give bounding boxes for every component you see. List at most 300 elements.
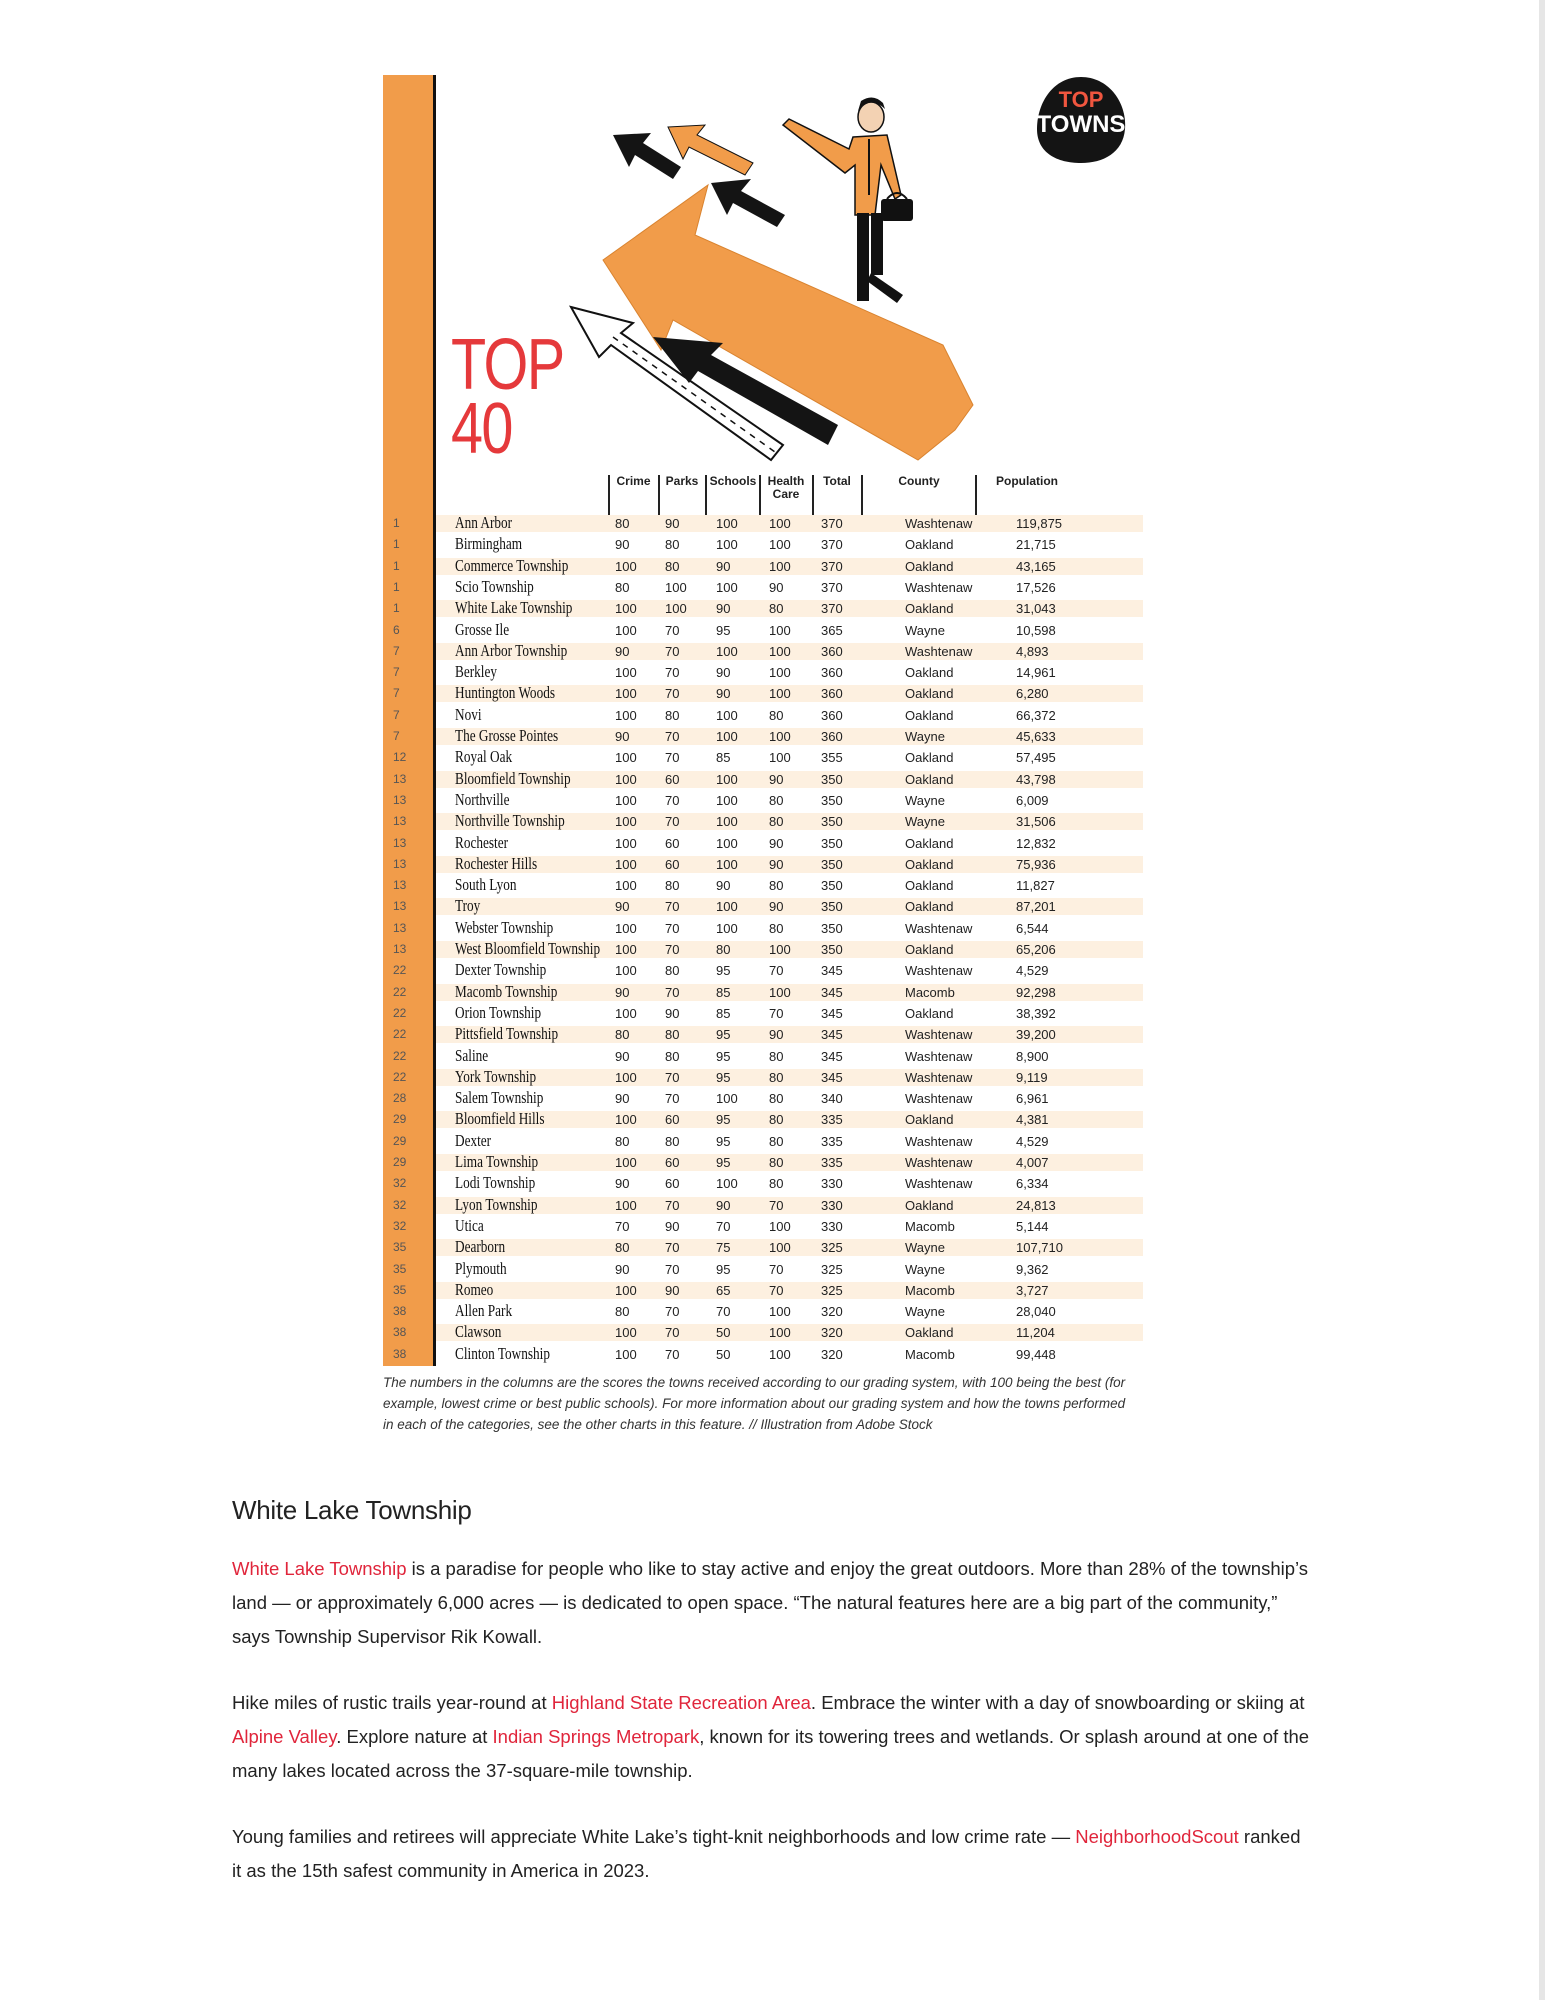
header-parks: Parks — [665, 474, 699, 488]
cell-rank: 22 — [393, 1069, 407, 1084]
cell-parks: 90 — [665, 1282, 680, 1298]
table-row — [383, 811, 1143, 832]
cell-parks: 70 — [665, 1240, 680, 1256]
cell-county: Washtenaw — [905, 1176, 973, 1192]
article-body — [232, 1495, 1312, 1920]
cell-health: 100 — [769, 1304, 791, 1320]
cell-schools: 90 — [716, 665, 731, 681]
cell-name: Novi — [455, 704, 482, 724]
cell-health: 70 — [769, 963, 784, 979]
cell-health: 70 — [769, 1197, 784, 1213]
cell-total: 360 — [821, 643, 843, 659]
cell-crime: 100 — [615, 622, 637, 638]
cell-health: 80 — [769, 920, 784, 936]
cell-crime: 90 — [615, 1048, 630, 1064]
cell-name: Ann Arbor Township — [455, 640, 568, 660]
column-divider — [759, 475, 761, 515]
cell-crime: 100 — [615, 1112, 637, 1128]
table-row — [383, 1088, 1143, 1109]
cell-schools: 90 — [716, 601, 731, 617]
cell-county: Oakland — [905, 878, 954, 894]
cell-rank: 13 — [393, 835, 407, 850]
cell-population: 119,875 — [1016, 516, 1063, 531]
cell-population: 3,727 — [1016, 1282, 1049, 1298]
table-row — [383, 790, 1143, 811]
cell-rank: 35 — [393, 1240, 407, 1255]
cell-total: 350 — [821, 835, 843, 851]
cell-crime: 100 — [615, 665, 637, 681]
cell-rank: 7 — [393, 707, 400, 722]
cell-county: Macomb — [905, 1282, 955, 1298]
cell-name: Scio Township — [455, 576, 534, 596]
cell-parks: 80 — [665, 707, 680, 723]
cell-rank: 1 — [393, 601, 400, 616]
column-divider — [975, 475, 977, 515]
cell-county: Washtenaw — [905, 1069, 973, 1085]
cell-name: Webster Township — [455, 917, 554, 937]
cell-name: South Lyon — [455, 875, 517, 895]
cell-population: 11,827 — [1016, 878, 1055, 894]
cell-health: 80 — [769, 601, 784, 617]
cell-crime: 80 — [615, 1304, 630, 1320]
cell-rank: 13 — [393, 771, 407, 786]
cell-rank: 13 — [393, 856, 407, 871]
table-row — [383, 1301, 1143, 1322]
table-row — [383, 620, 1143, 641]
cell-total: 350 — [821, 920, 843, 936]
cell-crime: 100 — [615, 707, 637, 723]
cell-crime: 100 — [615, 942, 637, 957]
small-black-arrow-1 — [613, 133, 681, 179]
cell-schools: 100 — [716, 1176, 738, 1192]
cell-health: 80 — [769, 1048, 784, 1064]
cell-total: 365 — [821, 622, 843, 638]
cell-rank: 6 — [393, 622, 400, 637]
cell-parks: 80 — [665, 1027, 680, 1043]
cell-rank: 7 — [393, 643, 400, 658]
cell-name: West Bloomfield Township — [455, 939, 601, 958]
cell-crime: 80 — [615, 579, 630, 595]
cell-rank: 13 — [393, 942, 407, 956]
table-row — [383, 534, 1143, 555]
cell-health: 90 — [769, 579, 784, 595]
cell-population: 4,007 — [1016, 1155, 1049, 1170]
column-divider — [812, 475, 814, 515]
cell-rank: 35 — [393, 1282, 407, 1297]
cell-total: 320 — [821, 1304, 843, 1320]
cell-name: Huntington Woods — [455, 683, 555, 703]
cell-name: Clinton Township — [455, 1343, 550, 1363]
cell-schools: 95 — [716, 1069, 731, 1085]
badge-line-top: TOP — [1058, 87, 1104, 112]
cell-population: 31,506 — [1016, 814, 1056, 830]
cell-name: Birmingham — [455, 534, 523, 554]
paragraph-1-text: is a paradise for people who like to stay active and enjoy the great outdoors. More than 28% of the township’s land — or approximately 6,000 acres — is dedicated to open space. “The natural features here are a big part of the community,” says Township Supervisor Rik Kowall. — [232, 1558, 1309, 1647]
table-row — [383, 833, 1143, 854]
cell-schools: 85 — [716, 1005, 731, 1021]
cell-schools: 100 — [716, 814, 738, 830]
cell-crime: 100 — [615, 558, 637, 574]
cell-name: Lodi Township — [455, 1173, 536, 1193]
cell-health: 70 — [769, 1282, 784, 1298]
cell-total: 325 — [821, 1240, 843, 1256]
cell-health: 100 — [769, 643, 791, 659]
businessman-figure — [783, 97, 913, 303]
cell-population: 31,043 — [1016, 601, 1056, 617]
cell-health: 90 — [769, 835, 784, 851]
cell-health: 70 — [769, 1005, 784, 1021]
indian-springs-metropark-link[interactable]: Indian Springs Metropark — [492, 1726, 700, 1747]
cell-rank: 7 — [393, 686, 400, 701]
cell-rank: 22 — [393, 1027, 407, 1042]
highland-state-recreation-area-link[interactable]: Highland State Recreation Area — [551, 1692, 811, 1713]
cell-total: 355 — [821, 750, 843, 766]
cell-parks: 70 — [665, 622, 680, 638]
cell-health: 100 — [769, 729, 791, 744]
cell-schools: 65 — [716, 1282, 731, 1298]
cell-parks: 60 — [665, 856, 680, 872]
businessman-arrows-illustration — [483, 75, 1123, 475]
cell-name: Pittsfield Township — [455, 1024, 559, 1044]
cell-schools: 100 — [716, 899, 738, 915]
cell-parks: 70 — [665, 814, 680, 830]
table-row — [383, 556, 1143, 577]
cell-parks: 70 — [665, 1261, 680, 1277]
cell-county: Oakland — [905, 856, 954, 872]
cell-county: Oakland — [905, 707, 954, 723]
cell-name: Commerce Township — [455, 555, 569, 575]
cell-county: Oakland — [905, 686, 954, 702]
cell-name: Troy — [455, 896, 481, 916]
paragraph-2 — [232, 1686, 1312, 1788]
cell-health: 80 — [769, 1091, 784, 1107]
cell-county: Washtenaw — [905, 1155, 973, 1170]
neighborhoodscout-link[interactable]: NeighborhoodScout — [1075, 1826, 1239, 1847]
cell-name: Dexter — [455, 1130, 492, 1150]
cell-population: 28,040 — [1016, 1304, 1056, 1320]
cell-crime: 100 — [615, 792, 637, 808]
cell-total: 325 — [821, 1261, 843, 1277]
cell-rank: 13 — [393, 814, 407, 829]
cell-schools: 95 — [716, 1261, 731, 1277]
cell-rank: 1 — [393, 537, 400, 552]
cell-schools: 95 — [716, 1027, 731, 1043]
cell-total: 370 — [821, 558, 843, 574]
cell-county: Oakland — [905, 835, 954, 851]
cell-county: Washtenaw — [905, 963, 973, 979]
cell-schools: 85 — [716, 984, 731, 1000]
cell-health: 100 — [769, 942, 791, 957]
cell-name: Plymouth — [455, 1258, 507, 1278]
cell-health: 100 — [769, 984, 791, 1000]
cell-population: 21,715 — [1016, 537, 1056, 553]
cell-rank: 22 — [393, 1048, 407, 1063]
cell-county: Washtenaw — [905, 1048, 973, 1064]
cell-county: Oakland — [905, 1325, 954, 1341]
cell-parks: 90 — [665, 1218, 680, 1234]
table-row — [383, 577, 1143, 598]
table-row — [383, 875, 1143, 896]
white-lake-township-link[interactable]: White Lake Township — [232, 1558, 407, 1579]
cell-county: Wayne — [905, 814, 945, 830]
cell-population: 45,633 — [1016, 729, 1056, 744]
alpine-valley-link[interactable]: Alpine Valley — [232, 1726, 337, 1747]
cell-name: Bloomfield Township — [455, 768, 571, 788]
cell-rank: 1 — [393, 558, 400, 573]
table-row — [383, 1046, 1143, 1067]
cell-health: 100 — [769, 1218, 791, 1234]
table-row — [383, 939, 1143, 960]
cell-county: Oakland — [905, 750, 954, 766]
cell-crime: 100 — [615, 686, 637, 702]
cell-schools: 85 — [716, 750, 731, 766]
cell-name: Northville Township — [455, 811, 565, 831]
cell-schools: 50 — [716, 1346, 731, 1362]
cell-name: Utica — [455, 1215, 484, 1235]
cell-total: 330 — [821, 1197, 843, 1213]
cell-rank: 32 — [393, 1218, 407, 1233]
cell-rank: 29 — [393, 1133, 407, 1148]
cell-total: 325 — [821, 1282, 843, 1298]
cell-total: 360 — [821, 707, 843, 723]
cell-crime: 100 — [615, 878, 637, 894]
table-row — [383, 1216, 1143, 1237]
cell-schools: 95 — [716, 622, 731, 638]
paragraph-3-text-b: ranked it as the 15th safest community in America in 2023. — [232, 1826, 1301, 1881]
cell-rank: 13 — [393, 878, 407, 893]
cell-crime: 90 — [615, 729, 630, 744]
cell-name: Grosse Ile — [455, 619, 510, 639]
cell-county: Wayne — [905, 792, 945, 808]
cell-parks: 70 — [665, 1069, 680, 1085]
header-total: Total — [823, 474, 851, 488]
cell-crime: 90 — [615, 1091, 630, 1107]
cell-total: 370 — [821, 579, 843, 595]
cell-crime: 100 — [615, 856, 637, 872]
cell-county: Wayne — [905, 1304, 945, 1320]
cell-parks: 80 — [665, 537, 680, 553]
table-row — [383, 1024, 1143, 1045]
cell-rank: 12 — [393, 750, 407, 765]
cell-schools: 100 — [716, 537, 738, 553]
table-row — [383, 641, 1143, 662]
cell-health: 100 — [769, 622, 791, 638]
cell-name: Orion Township — [455, 1002, 542, 1022]
cell-county: Oakland — [905, 1005, 954, 1021]
table-row — [383, 918, 1143, 939]
cell-population: 4,893 — [1016, 643, 1049, 659]
cell-health: 100 — [769, 1346, 791, 1362]
cell-total: 370 — [821, 516, 843, 531]
cell-population: 6,009 — [1016, 792, 1049, 808]
header-county: County — [898, 474, 940, 488]
cell-total: 350 — [821, 856, 843, 872]
table-row — [383, 1173, 1143, 1194]
cell-county: Macomb — [905, 1346, 955, 1362]
cell-county: Washtenaw — [905, 579, 973, 595]
cell-parks: 80 — [665, 1048, 680, 1064]
cell-county: Washtenaw — [905, 643, 973, 659]
cell-name: Dexter Township — [455, 960, 547, 980]
cell-name: Royal Oak — [455, 747, 513, 767]
cell-parks: 60 — [665, 771, 680, 787]
cell-parks: 70 — [665, 643, 680, 659]
cell-population: 75,936 — [1016, 856, 1056, 872]
cell-total: 335 — [821, 1133, 843, 1149]
cell-health: 100 — [769, 750, 791, 766]
cell-health: 80 — [769, 1112, 784, 1128]
cell-crime: 90 — [615, 643, 630, 659]
table-row — [383, 896, 1143, 917]
cell-county: Wayne — [905, 622, 945, 638]
cell-population: 9,119 — [1016, 1069, 1048, 1085]
cell-population: 6,280 — [1016, 686, 1049, 702]
cell-rank: 38 — [393, 1325, 407, 1340]
table-row — [383, 1237, 1143, 1258]
cell-schools: 70 — [716, 1218, 731, 1234]
cell-county: Oakland — [905, 558, 954, 574]
cell-name: Lyon Township — [455, 1194, 538, 1214]
cell-population: 4,381 — [1016, 1112, 1049, 1128]
cell-schools: 100 — [716, 835, 738, 851]
cell-rank: 38 — [393, 1346, 407, 1361]
cell-schools: 50 — [716, 1325, 731, 1341]
small-orange-arrow — [668, 125, 753, 175]
cell-parks: 70 — [665, 1091, 680, 1107]
paragraph-3-text-a: Young families and retirees will appreciate White Lake’s tight-knit neighborhoods and low crime rate — — [232, 1826, 1076, 1847]
cell-population: 4,529 — [1016, 1133, 1049, 1149]
cell-crime: 80 — [615, 1133, 630, 1149]
cell-schools: 100 — [716, 1091, 738, 1107]
cell-parks: 90 — [665, 516, 680, 531]
cell-population: 6,961 — [1016, 1091, 1049, 1107]
cell-parks: 70 — [665, 920, 680, 936]
table-row — [383, 1322, 1143, 1343]
table-row — [383, 982, 1143, 1003]
table-row — [383, 705, 1143, 726]
cell-rank: 13 — [393, 899, 407, 914]
cell-crime: 80 — [615, 1240, 630, 1256]
cell-rank: 22 — [393, 984, 407, 999]
cell-rank: 7 — [393, 729, 400, 743]
cell-name: The Grosse Pointes — [455, 726, 559, 745]
cell-parks: 70 — [665, 984, 680, 1000]
paragraph-2-text-a: Hike miles of rustic trails year-round at — [232, 1692, 552, 1713]
small-black-arrow-2 — [711, 179, 785, 227]
cell-population: 9,362 — [1016, 1261, 1049, 1277]
cell-schools: 75 — [716, 1240, 731, 1256]
cell-name: Rochester Hills — [455, 853, 538, 873]
table-row — [383, 598, 1143, 619]
section-heading: White Lake Township — [232, 1495, 472, 1525]
graphic-caption: The numbers in the columns are the scores the towns received according to our grading system, with 100 being the best (for example, lowest crime or best public schools). For more information about our grading system and how the towns performed in each of the categories, see the other charts in this feature. // Illustration from Adobe Stock — [383, 1375, 1126, 1432]
cell-rank: 35 — [393, 1261, 407, 1276]
cell-health: 90 — [769, 856, 784, 872]
cell-rank: 13 — [393, 792, 407, 807]
table-row — [383, 854, 1143, 875]
cell-rank: 28 — [393, 1091, 407, 1106]
cell-crime: 90 — [615, 1176, 630, 1192]
cell-total: 345 — [821, 1069, 843, 1085]
cell-schools: 100 — [716, 771, 738, 787]
cell-schools: 100 — [716, 792, 738, 808]
cell-health: 100 — [769, 537, 791, 553]
cell-population: 39,200 — [1016, 1027, 1056, 1043]
cell-total: 340 — [821, 1091, 843, 1107]
cell-health: 80 — [769, 814, 784, 830]
cell-total: 345 — [821, 984, 843, 1000]
top-towns-badge — [1031, 75, 1131, 165]
cell-crime: 100 — [615, 1325, 637, 1341]
cell-rank: 1 — [393, 516, 400, 530]
cell-parks: 70 — [665, 1346, 680, 1362]
cell-schools: 100 — [716, 516, 738, 531]
cell-rank: 29 — [393, 1112, 407, 1127]
cell-name: Bloomfield Hills — [455, 1109, 545, 1129]
cell-crime: 100 — [615, 1155, 637, 1170]
cell-total: 370 — [821, 537, 843, 553]
cell-schools: 95 — [716, 1155, 731, 1170]
cell-county: Wayne — [905, 729, 945, 744]
cell-parks: 70 — [665, 1304, 680, 1320]
cell-rank: 1 — [393, 579, 400, 594]
cell-crime: 100 — [615, 835, 637, 851]
cell-rank: 38 — [393, 1304, 407, 1319]
cell-crime: 70 — [615, 1218, 630, 1234]
cell-parks: 70 — [665, 1197, 680, 1213]
cell-crime: 100 — [615, 920, 637, 936]
cell-schools: 80 — [716, 942, 731, 957]
table-row — [383, 1152, 1143, 1173]
table-header — [383, 475, 1143, 513]
cell-name: Ann Arbor — [455, 513, 513, 532]
cell-total: 360 — [821, 686, 843, 702]
top-40-graphic — [383, 75, 1148, 1366]
cell-population: 4,529 — [1016, 963, 1049, 979]
table-row — [383, 960, 1143, 981]
cell-schools: 100 — [716, 707, 738, 723]
cell-health: 90 — [769, 1027, 784, 1043]
cell-health: 90 — [769, 899, 784, 915]
cell-crime: 80 — [615, 516, 630, 531]
cell-schools: 70 — [716, 1304, 731, 1320]
table-row — [383, 1344, 1143, 1365]
cell-parks: 80 — [665, 878, 680, 894]
cell-health: 100 — [769, 516, 791, 531]
cell-name: York Township — [455, 1066, 537, 1086]
cell-total: 345 — [821, 963, 843, 979]
cell-population: 43,798 — [1016, 771, 1056, 787]
cell-crime: 90 — [615, 984, 630, 1000]
cell-parks: 80 — [665, 558, 680, 574]
cell-total: 335 — [821, 1112, 843, 1128]
cell-population: 57,495 — [1016, 750, 1056, 766]
cell-total: 350 — [821, 899, 843, 915]
cell-crime: 90 — [615, 537, 630, 553]
cell-name: Allen Park — [455, 1301, 513, 1321]
cell-crime: 100 — [615, 750, 637, 766]
cell-health: 70 — [769, 1261, 784, 1277]
cell-schools: 90 — [716, 686, 731, 702]
cell-health: 80 — [769, 1155, 784, 1170]
cell-total: 360 — [821, 729, 843, 744]
table-row — [383, 1109, 1143, 1130]
cell-name: Macomb Township — [455, 981, 558, 1001]
cell-total: 335 — [821, 1155, 843, 1170]
cell-crime: 100 — [615, 814, 637, 830]
cell-health: 90 — [769, 771, 784, 787]
cell-county: Oakland — [905, 771, 954, 787]
